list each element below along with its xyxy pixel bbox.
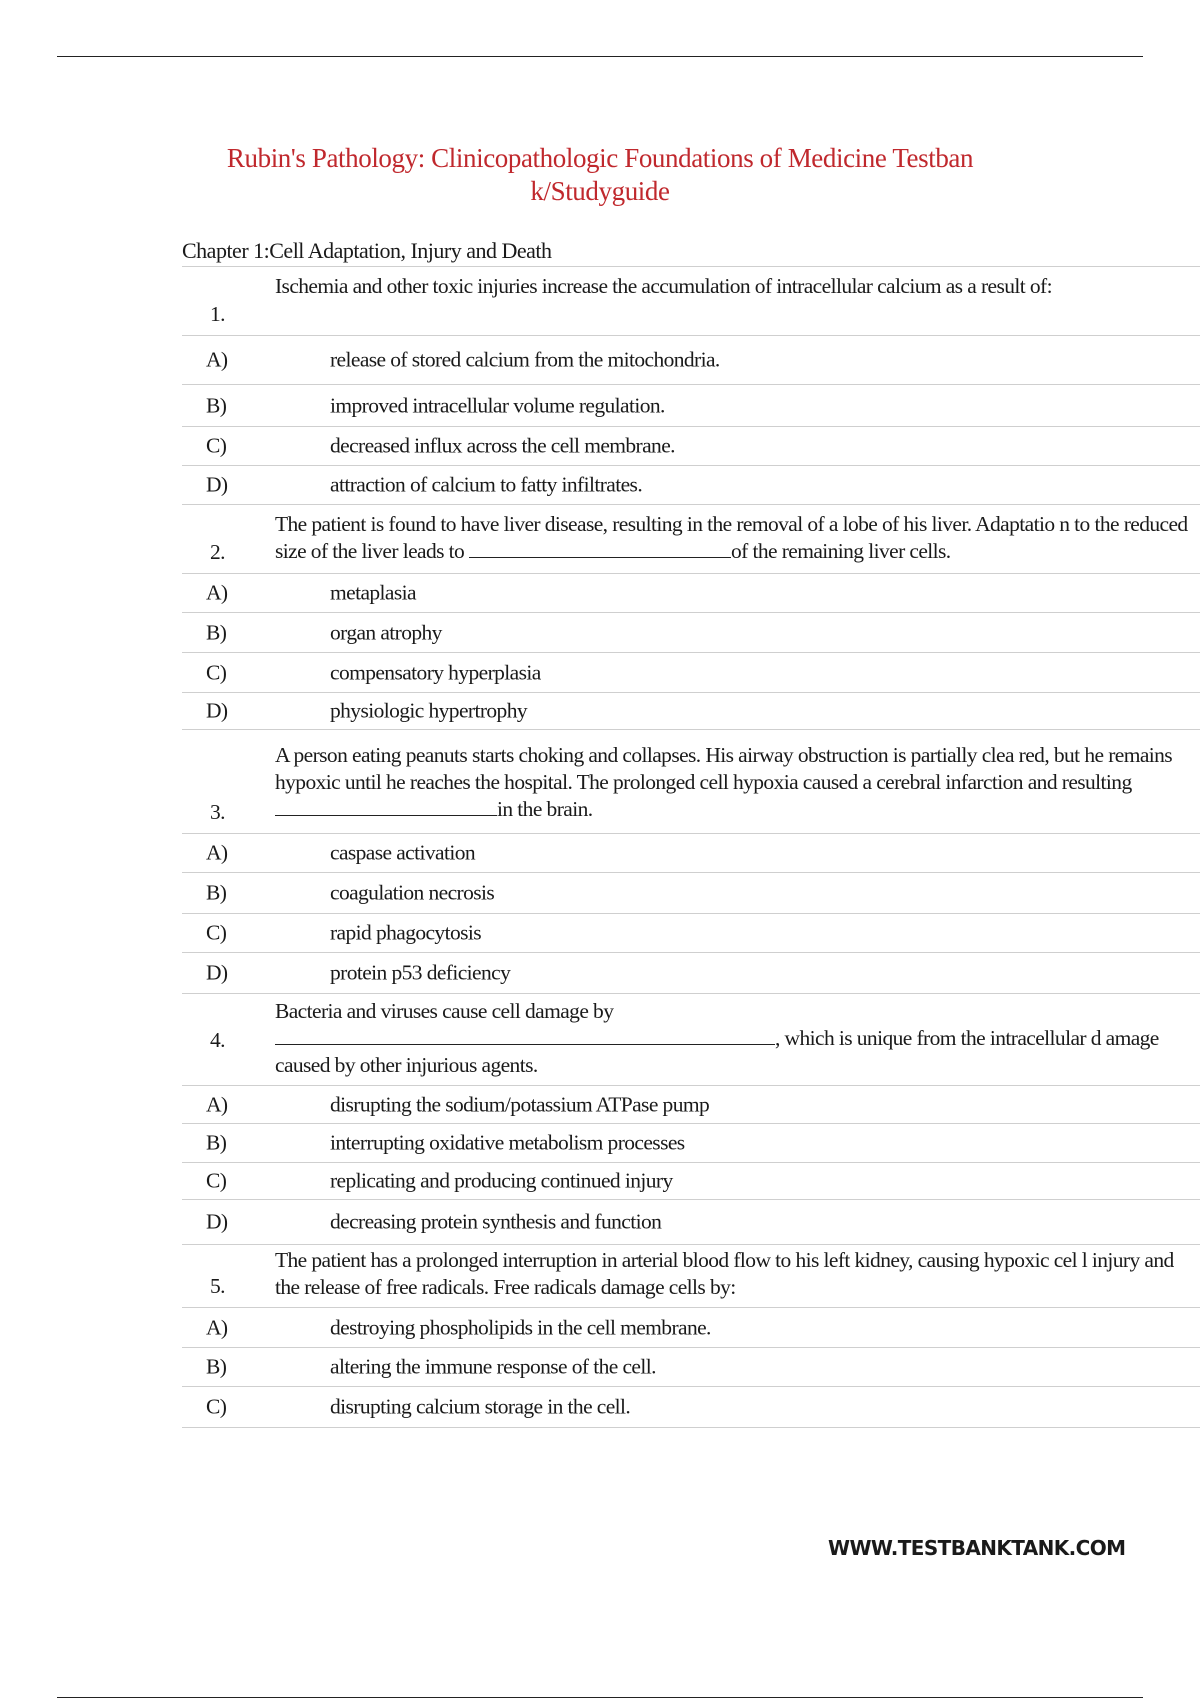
option-letter: C) (206, 1168, 227, 1193)
question-number: 2. (210, 540, 225, 564)
answer-blank (275, 797, 497, 816)
answer-blank (469, 539, 731, 558)
question-number: 5. (210, 1274, 225, 1298)
option-text: altering the immune response of the cell. (330, 1354, 656, 1379)
option-row (182, 1162, 1200, 1199)
question-text (275, 505, 1200, 573)
question-number: 3. (210, 800, 225, 824)
option-row (182, 1085, 1200, 1123)
option-text: disrupting the sodium/potassium ATPase pump (330, 1092, 710, 1116)
option-letter: B) (206, 1354, 227, 1379)
option-text: protein p53 deficiency (330, 960, 511, 985)
option-text: replicating and producing continued injury (330, 1168, 673, 1193)
option-text: decreased influx across the cell membrane. (330, 433, 675, 458)
option-letter: D) (206, 960, 228, 985)
option-text: improved intracellular volume regulation. (330, 393, 665, 417)
top-rule (57, 56, 1143, 57)
option-text: destroying phospholipids in the cell membrane. (330, 1315, 711, 1339)
option-row (182, 426, 1200, 465)
option-row (182, 465, 1200, 504)
chapter-heading: Chapter 1:Cell Adaptation, Injury and Death (182, 238, 552, 263)
option-letter: B) (206, 620, 227, 644)
option-letter: A) (206, 1092, 228, 1116)
option-row (182, 833, 1200, 872)
question-table (182, 266, 1200, 1428)
question-1 (182, 266, 1200, 335)
option-letter: A) (206, 580, 228, 605)
option-row (182, 1347, 1200, 1386)
option-row (182, 1307, 1200, 1347)
option-text: attraction of calcium to fatty infiltrates. (330, 472, 643, 497)
document-title (200, 142, 1000, 208)
question-number: 4. (210, 1028, 225, 1052)
option-text: compensatory hyperplasia (330, 660, 541, 684)
option-text: caspase activation (330, 840, 476, 865)
option-letter: B) (206, 393, 227, 417)
option-letter: B) (206, 1130, 227, 1155)
option-row (182, 913, 1200, 952)
question-text-before: Bacteria and viruses cause cell damage by (275, 999, 614, 1023)
option-row (182, 384, 1200, 426)
question-text-after: , which is unique from the intracellular d amage caused by other injurious agents. (275, 1026, 1159, 1077)
option-row (182, 652, 1200, 692)
option-row (182, 1123, 1200, 1162)
option-letter: C) (206, 920, 227, 945)
question-3 (182, 729, 1200, 833)
option-row (182, 612, 1200, 652)
question-number: 1. (210, 302, 225, 326)
question-text-after: of the remaining liver cells. (730, 539, 951, 563)
option-text: disrupting calcium storage in the cell. (330, 1394, 631, 1419)
option-letter: D) (206, 698, 228, 723)
option-text: metaplasia (330, 580, 416, 605)
option-text: release of stored calcium from the mitochondria. (330, 347, 720, 372)
option-text: organ atrophy (330, 620, 442, 644)
option-letter: A) (206, 1315, 228, 1339)
question-4 (182, 993, 1200, 1085)
option-letter: D) (206, 472, 228, 497)
option-row (182, 952, 1200, 993)
option-row (182, 573, 1200, 612)
option-letter: C) (206, 1394, 227, 1419)
question-text: Ischemia and other toxic injuries increase the accumulation of intracellular calcium as a result of: (275, 274, 1052, 298)
option-letter: A) (206, 840, 228, 865)
option-letter: C) (206, 660, 227, 684)
question-text-before: The patient is found to have liver disease, resulting in the removal of a lobe of his liver. Adaptatio n to the reduced size of the liver leads to (275, 512, 1188, 563)
question-text (275, 730, 1200, 831)
option-row (182, 692, 1200, 729)
answer-blank (275, 1026, 775, 1045)
option-letter: B) (206, 880, 227, 905)
question-text: The patient has a prolonged interruption in arterial blood flow to his left kidney, causing hypoxic cel l injury and the release of free radicals. Free radicals damage cells by: (275, 1248, 1174, 1299)
option-row (182, 872, 1200, 913)
question-text-after: in the brain. (497, 797, 593, 821)
bottom-rule (57, 1697, 1143, 1698)
option-text: interrupting oxidative metabolism processes (330, 1130, 685, 1155)
option-text: rapid phagocytosis (330, 920, 482, 945)
option-letter: D) (206, 1209, 228, 1234)
footer-url: WWW.TESTBANKTANK.COM (828, 1536, 1126, 1560)
title-line-2: k/Studyguide (530, 176, 670, 206)
question-text (275, 994, 1200, 1087)
option-letter: C) (206, 433, 227, 458)
option-row (182, 1386, 1200, 1428)
option-letter: A) (206, 347, 228, 372)
option-text: physiologic hypertrophy (330, 698, 527, 723)
option-row (182, 335, 1200, 384)
question-2 (182, 504, 1200, 573)
option-text: decreasing protein synthesis and function (330, 1209, 662, 1234)
option-text: coagulation necrosis (330, 880, 495, 905)
question-text-before: A person eating peanuts starts choking and collapses. His airway obstruction is partially clea red, but he remains hypoxic until he reaches the hospital. The prolonged cell hypoxia caused a cerebral infarction and resulting (275, 743, 1173, 794)
title-line-1: Rubin's Pathology: Clinicopathologic Foundations of Medicine Testban (226, 143, 974, 173)
option-row (182, 1199, 1200, 1244)
question-5 (182, 1244, 1200, 1307)
